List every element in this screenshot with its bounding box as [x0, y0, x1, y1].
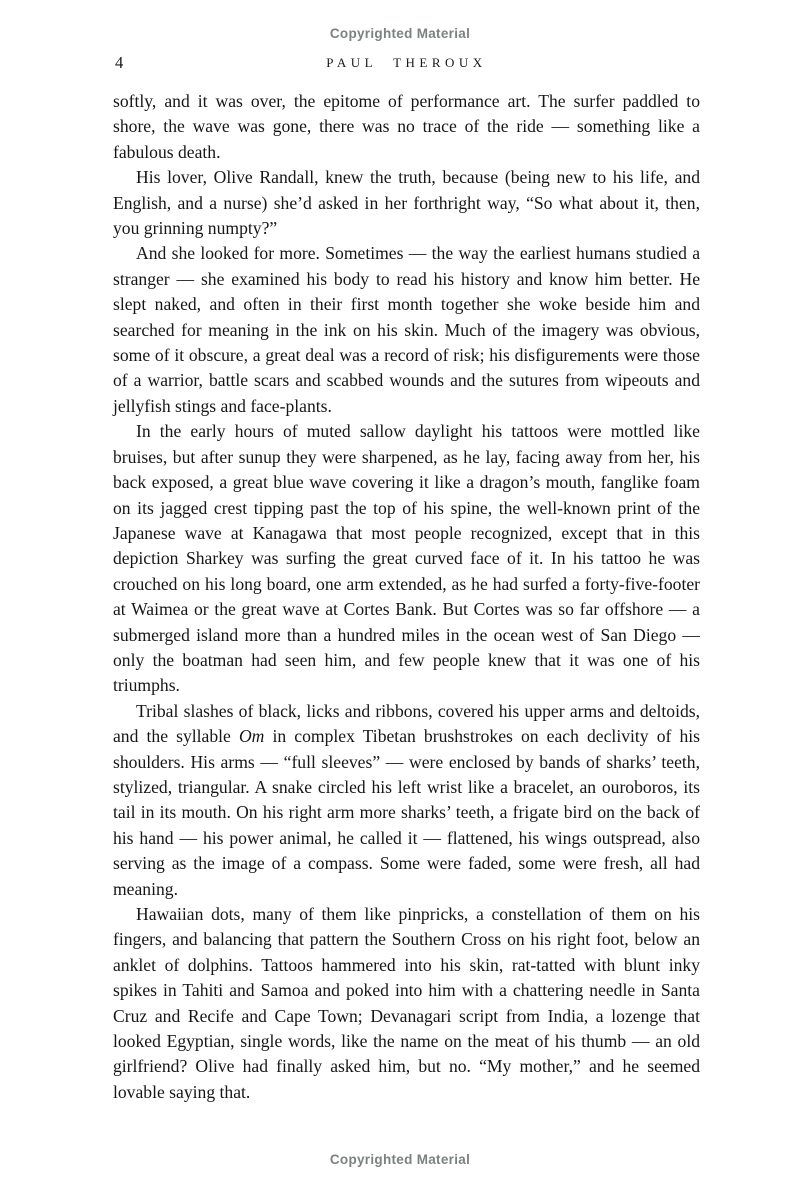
running-head	[113, 53, 700, 75]
body-paragraph	[113, 419, 700, 698]
body-paragraph	[113, 89, 700, 165]
copyright-notice-bottom: Copyrighted Material	[329, 1152, 471, 1167]
text-segment: in complex Tibetan brushstrokes on each declivity of his shoulders. His arms — “full sleeves” — were enclosed by bands of sharks’ teeth, stylized, triangular. A snake circled his left wrist like a bracelet, an ouroboros, its tail in its mouth. On his right arm more sharks’ teeth, a frigate bird on the back of his hand — his power animal, he called it — flattened, his wings outspread, also serving as the image of a compass. Some were faded, some were fresh, all had meaning.	[113, 726, 700, 899]
body-text	[113, 89, 700, 1105]
text-segment: In the early hours of muted sallow daylight his tattoos were mottled like bruises, but after sunup they were sharpened, as he lay, facing away from her, his back exposed, a great blue wave covering it like a dragon’s mouth, fanglike foam on its jagged crest tipping past the top of his spine, the well-known print of the Japanese wave at Kanagawa that most people recognized, except that in this depiction Sharkey was surfing the great curved face of it. In his tattoo he was crouched on his long board, one arm extended, as he had surfed a forty-five-footer at Waimea or the great wave at Cortes Bank. But Cortes was so far offshore — a submerged island more than a hundred miles in the ocean west of San Diego — only the boatman had seen him, and few people knew that it was one of his triumphs.	[113, 421, 700, 696]
text-segment: His lover, Olive Randall, knew the truth, because (being new to his life, and English, and a nurse) she’d asked in her forthright way, “So what about it, then, you grinning numpty?”	[113, 167, 700, 239]
page-number: 4	[115, 53, 124, 72]
body-paragraph	[113, 241, 700, 419]
body-paragraph	[113, 902, 700, 1105]
text-segment: softly, and it was over, the epitome of performance art. The surfer paddled to shore, the wave was gone, there was no trace of the ride — something like a fabulous death.	[113, 91, 700, 162]
text-segment: Tribal slashes of black, licks and ribbons, covered his upper arms and deltoids, and the syllable	[113, 700, 700, 747]
text-segment: And she looked for more. Sometimes — the way the earliest humans studied a stranger — she examined his body to read his history and know him better. He slept naked, and often in their first month together she woke beside him and searched for meaning in the ink on his skin. Much of the imagery was obvious, some of it obscure, a great deal was a record of risk; his disfigurements were those of a warrior, battle scars and scabbed wounds and the sutures from wipeouts and jellyfish stings and face-plants.	[113, 243, 700, 416]
italic-text-segment: Om	[238, 726, 265, 747]
text-segment: Hawaiian dots, many of them like pinpricks, a constellation of them on his fingers, and balancing that pattern the Southern Cross on his right foot, below an anklet of dolphins. Tattoos hammered into his skin, rat-tatted with blunt inky spikes in Tahiti and Samoa and poked into him with a chattering needle in Santa Cruz and Recife and Cape Town; Devanagari script from India, a lozenge that looked Egyptian, single words, like the name on the meat of his thumb — an old girlfriend? Olive had finally asked him, but no. “My mother,” and he seemed lovable saying that.	[113, 904, 700, 1102]
body-paragraph	[113, 165, 700, 241]
running-header-author: PAUL THEROUX	[326, 55, 487, 70]
copyright-notice-top: Copyrighted Material	[329, 26, 471, 41]
body-paragraph	[113, 699, 700, 902]
